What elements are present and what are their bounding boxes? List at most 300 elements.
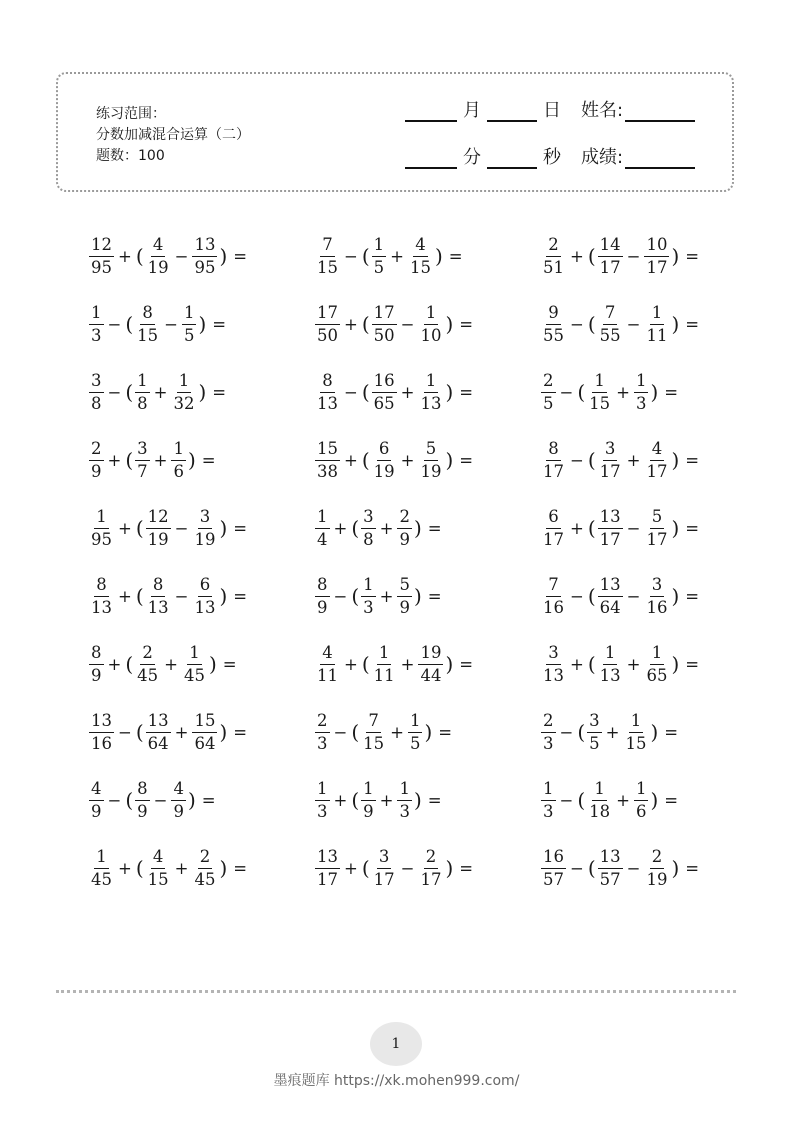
fraction <box>192 576 217 617</box>
numerator: 2 <box>315 712 330 733</box>
numerator: 1 <box>94 508 109 529</box>
right-paren: ) <box>650 788 659 812</box>
equals-sign: = <box>459 858 474 878</box>
numerator: 4 <box>413 236 428 257</box>
left-paren: ( <box>135 856 144 880</box>
equals-sign: = <box>664 722 679 742</box>
numerator: 1 <box>182 304 197 325</box>
operator: − <box>626 314 641 334</box>
right-paren: ) <box>650 720 659 744</box>
denominator: 9 <box>363 801 374 821</box>
operator: + <box>174 858 189 878</box>
denominator: 65 <box>373 393 395 413</box>
operator: + <box>344 858 358 878</box>
numerator: 4 <box>171 780 186 801</box>
numerator: 1 <box>372 236 387 257</box>
denominator: 64 <box>194 733 216 753</box>
numerator: 1 <box>634 780 649 801</box>
right-paren: ) <box>187 448 196 472</box>
fraction <box>89 644 104 685</box>
numerator: 1 <box>377 644 392 665</box>
fraction <box>598 440 623 481</box>
operator: − <box>559 722 574 742</box>
numerator: 9 <box>546 304 561 325</box>
numerator: 17 <box>315 304 340 325</box>
equals-sign: = <box>459 382 474 402</box>
name-blank[interactable] <box>625 100 695 122</box>
fraction <box>541 372 556 413</box>
math-problem <box>540 630 699 698</box>
denominator: 16 <box>91 733 112 753</box>
numerator: 2 <box>650 848 665 869</box>
math-problem <box>314 562 442 630</box>
denominator: 17 <box>646 257 668 277</box>
numerator: 13 <box>315 848 340 869</box>
denominator: 45 <box>91 869 112 889</box>
left-paren: ( <box>351 516 360 540</box>
equals-sign: = <box>201 790 216 810</box>
fraction <box>182 644 207 685</box>
denominator: 9 <box>137 801 148 821</box>
right-paren: ) <box>424 720 433 744</box>
right-paren: ) <box>671 244 680 268</box>
left-paren: ( <box>587 516 596 540</box>
operator: + <box>379 790 394 810</box>
fraction <box>361 780 376 821</box>
fraction <box>587 372 612 413</box>
denominator: 57 <box>543 869 564 889</box>
numerator: 2 <box>541 712 556 733</box>
numerator: 2 <box>140 644 155 665</box>
fraction <box>587 780 612 821</box>
right-paren: ) <box>671 448 680 472</box>
right-paren: ) <box>445 652 454 676</box>
operator: − <box>570 586 584 606</box>
fraction <box>397 508 412 549</box>
denominator: 38 <box>317 461 338 481</box>
numerator: 8 <box>320 372 335 393</box>
denominator: 13 <box>194 597 216 617</box>
denominator: 3 <box>543 733 554 753</box>
operator: + <box>344 654 358 674</box>
fraction <box>315 372 340 413</box>
fraction <box>135 644 160 685</box>
fraction <box>644 644 669 685</box>
fraction <box>315 440 340 481</box>
numerator: 4 <box>650 440 665 461</box>
numerator: 8 <box>135 780 150 801</box>
denominator: 13 <box>420 393 442 413</box>
fraction <box>315 712 330 753</box>
numerator: 13 <box>598 848 623 869</box>
left-paren: ( <box>351 584 360 608</box>
numerator: 4 <box>151 236 166 257</box>
fraction <box>541 508 566 549</box>
left-paren: ( <box>587 652 596 676</box>
right-paren: ) <box>219 720 228 744</box>
numerator: 1 <box>629 712 644 733</box>
math-problem <box>88 834 247 902</box>
right-paren: ) <box>445 312 454 336</box>
equals-sign: = <box>685 246 700 266</box>
operator: + <box>153 382 168 402</box>
score-blank[interactable] <box>625 147 695 169</box>
math-problem <box>314 766 442 834</box>
denominator: 16 <box>543 597 564 617</box>
operator: + <box>153 450 168 470</box>
right-paren: ) <box>187 788 196 812</box>
denominator: 3 <box>91 325 102 345</box>
minute-label: 分 <box>463 147 481 168</box>
equals-sign: = <box>201 450 216 470</box>
operator: + <box>616 382 630 402</box>
numerator: 13 <box>598 508 623 529</box>
math-problem <box>540 426 699 494</box>
denominator: 15 <box>363 733 385 753</box>
equals-sign: = <box>459 654 474 674</box>
numerator: 1 <box>408 712 423 733</box>
operator: + <box>379 586 394 606</box>
denominator: 95 <box>194 257 216 277</box>
denominator: 65 <box>646 665 668 685</box>
numerator: 7 <box>320 236 335 257</box>
fraction <box>171 440 186 481</box>
denominator: 9 <box>317 597 328 617</box>
numerator: 4 <box>151 848 166 869</box>
numerator: 16 <box>541 848 566 869</box>
left-paren: ( <box>125 448 134 472</box>
count-label: 题数：100 <box>96 148 165 164</box>
denominator: 5 <box>589 733 600 753</box>
numerator: 1 <box>634 372 649 393</box>
denominator: 19 <box>194 529 216 549</box>
fraction <box>644 848 669 889</box>
numerator: 10 <box>644 236 669 257</box>
denominator: 6 <box>635 801 647 821</box>
fraction <box>315 644 340 685</box>
denominator: 45 <box>137 665 159 685</box>
date-name-row <box>405 100 695 122</box>
numerator: 3 <box>650 576 665 597</box>
equals-sign: = <box>233 586 248 606</box>
fraction <box>372 644 397 685</box>
numerator: 16 <box>372 372 397 393</box>
second-blank[interactable] <box>487 147 537 169</box>
equals-sign: = <box>212 314 227 334</box>
denominator: 17 <box>646 529 668 549</box>
math-problem <box>88 222 247 290</box>
operator: − <box>570 314 584 334</box>
fraction <box>541 644 566 685</box>
denominator: 17 <box>373 869 395 889</box>
fraction <box>171 780 186 821</box>
denominator: 19 <box>646 869 668 889</box>
fraction <box>418 372 443 413</box>
denominator: 17 <box>599 257 621 277</box>
fraction <box>146 236 171 277</box>
denominator: 55 <box>599 325 621 345</box>
equals-sign: = <box>233 858 248 878</box>
operator: + <box>107 450 122 470</box>
denominator: 13 <box>147 597 169 617</box>
denominator: 9 <box>399 597 410 617</box>
denominator: 55 <box>543 325 564 345</box>
operator: + <box>107 654 122 674</box>
denominator: 15 <box>589 393 611 413</box>
operator: + <box>400 450 415 470</box>
numerator: 1 <box>135 372 150 393</box>
operator: − <box>559 382 574 402</box>
math-problem <box>88 698 247 766</box>
operator: + <box>400 382 415 402</box>
fraction <box>89 372 104 413</box>
denominator: 5 <box>183 325 195 345</box>
numerator: 2 <box>89 440 104 461</box>
numerator: 8 <box>151 576 166 597</box>
numerator: 3 <box>135 440 150 461</box>
math-problem <box>88 562 247 630</box>
denominator: 50 <box>317 325 338 345</box>
left-paren: ( <box>135 584 144 608</box>
denominator: 17 <box>317 869 338 889</box>
fraction <box>541 712 556 753</box>
denominator: 13 <box>543 665 564 685</box>
denominator: 15 <box>137 325 159 345</box>
numerator: 15 <box>315 440 340 461</box>
fraction <box>135 304 160 345</box>
denominator: 19 <box>147 529 169 549</box>
denominator: 45 <box>183 665 205 685</box>
denominator: 17 <box>543 461 564 481</box>
operator: + <box>570 518 584 538</box>
right-paren: ) <box>219 244 228 268</box>
numerator: 8 <box>89 644 104 665</box>
operator: − <box>626 586 641 606</box>
math-problem <box>314 630 473 698</box>
numerator: 1 <box>171 440 186 461</box>
fraction <box>192 712 217 753</box>
fraction <box>315 780 330 821</box>
left-paren: ( <box>125 312 134 336</box>
denominator: 19 <box>147 257 169 277</box>
numerator: 12 <box>146 508 171 529</box>
numerator: 6 <box>546 508 561 529</box>
fraction <box>146 576 171 617</box>
numerator: 2 <box>397 508 412 529</box>
numerator: 13 <box>192 236 217 257</box>
operator: + <box>174 722 189 742</box>
fraction <box>89 508 114 549</box>
denominator: 5 <box>543 393 554 413</box>
math-problem <box>88 426 216 494</box>
fraction <box>135 780 150 821</box>
fraction <box>135 372 150 413</box>
operator: − <box>174 518 189 538</box>
numerator: 6 <box>198 576 213 597</box>
operator: + <box>118 858 132 878</box>
numerator: 3 <box>546 644 561 665</box>
left-paren: ( <box>577 720 586 744</box>
denominator: 7 <box>137 461 148 481</box>
operator: + <box>118 246 132 266</box>
denominator: 11 <box>646 325 668 345</box>
denominator: 3 <box>635 393 647 413</box>
fraction <box>541 780 556 821</box>
right-paren: ) <box>208 652 217 676</box>
fraction <box>182 304 197 345</box>
denominator: 9 <box>91 665 102 685</box>
math-problem <box>314 358 473 426</box>
numerator: 4 <box>320 644 335 665</box>
range-label: 练习范围： <box>96 106 166 122</box>
numerator: 5 <box>397 576 412 597</box>
fraction <box>634 372 649 413</box>
numerator: 3 <box>89 372 104 393</box>
fraction <box>623 712 648 753</box>
month-blank[interactable] <box>405 100 457 122</box>
numerator: 3 <box>603 440 618 461</box>
fraction <box>408 236 433 277</box>
right-paren: ) <box>198 380 207 404</box>
operator: + <box>570 654 584 674</box>
numerator: 1 <box>187 644 202 665</box>
math-problem <box>540 358 678 426</box>
numerator: 14 <box>598 236 623 257</box>
page-number: 1 <box>391 1036 401 1052</box>
operator: + <box>344 450 358 470</box>
numerator: 1 <box>361 780 376 801</box>
equals-sign: = <box>427 518 442 538</box>
numerator: 5 <box>424 440 439 461</box>
fraction <box>541 304 566 345</box>
operator: − <box>174 586 189 606</box>
denominator: 16 <box>646 597 668 617</box>
operator: − <box>107 790 122 810</box>
fraction <box>541 440 566 481</box>
operator: + <box>616 790 630 810</box>
fraction <box>598 508 623 549</box>
month-label: 月 <box>463 100 481 121</box>
numerator: 13 <box>89 712 114 733</box>
denominator: 11 <box>317 665 338 685</box>
left-paren: ( <box>361 380 370 404</box>
fraction <box>89 712 114 753</box>
right-paren: ) <box>219 584 228 608</box>
denominator: 19 <box>420 461 442 481</box>
operator: − <box>626 858 641 878</box>
numerator: 8 <box>94 576 109 597</box>
math-problem <box>88 290 226 358</box>
left-paren: ( <box>361 312 370 336</box>
math-problem <box>314 494 442 562</box>
numerator: 1 <box>94 848 109 869</box>
numerator: 2 <box>424 848 439 869</box>
denominator: 15 <box>625 733 647 753</box>
page-number-badge <box>370 1022 422 1066</box>
minute-blank[interactable] <box>405 147 457 169</box>
fraction <box>418 644 443 685</box>
right-paren: ) <box>413 516 422 540</box>
math-problem <box>540 290 699 358</box>
fraction <box>315 576 330 617</box>
equals-sign: = <box>438 722 453 742</box>
fraction <box>418 848 443 889</box>
equals-sign: = <box>664 382 679 402</box>
left-paren: ( <box>351 788 360 812</box>
denominator: 3 <box>317 801 328 821</box>
numerator: 3 <box>361 508 376 529</box>
operator: − <box>559 790 574 810</box>
fraction <box>634 780 649 821</box>
math-problem <box>540 494 699 562</box>
equals-sign: = <box>459 314 474 334</box>
denominator: 9 <box>399 529 410 549</box>
left-paren: ( <box>351 720 360 744</box>
equals-sign: = <box>212 382 227 402</box>
operator: − <box>400 314 415 334</box>
numerator: 7 <box>546 576 561 597</box>
denominator: 15 <box>147 869 169 889</box>
fraction <box>418 304 443 345</box>
operator: − <box>174 246 189 266</box>
equals-sign: = <box>685 450 700 470</box>
equals-sign: = <box>685 654 700 674</box>
fraction <box>372 848 397 889</box>
fraction <box>598 644 623 685</box>
math-problem <box>88 766 216 834</box>
right-paren: ) <box>219 856 228 880</box>
denominator: 64 <box>599 597 621 617</box>
day-blank[interactable] <box>487 100 537 122</box>
equals-sign: = <box>459 450 474 470</box>
operator: + <box>400 654 415 674</box>
right-paren: ) <box>198 312 207 336</box>
operator: + <box>118 586 132 606</box>
numerator: 6 <box>377 440 392 461</box>
denominator: 44 <box>420 665 442 685</box>
right-paren: ) <box>671 856 680 880</box>
denominator: 3 <box>543 801 554 821</box>
fraction <box>361 712 386 753</box>
operator: + <box>333 518 348 538</box>
left-paren: ( <box>587 312 596 336</box>
fraction <box>644 508 669 549</box>
denominator: 8 <box>91 393 102 413</box>
numerator: 1 <box>397 780 412 801</box>
numerator: 7 <box>366 712 381 733</box>
operator: + <box>164 654 178 674</box>
right-paren: ) <box>219 516 228 540</box>
fraction <box>89 304 104 345</box>
fraction <box>372 236 387 277</box>
operator: + <box>626 654 641 674</box>
operator: + <box>626 450 641 470</box>
operator: + <box>390 246 404 266</box>
left-paren: ( <box>587 856 596 880</box>
denominator: 19 <box>373 461 395 481</box>
fraction <box>192 848 217 889</box>
time-score-row <box>405 147 695 169</box>
right-paren: ) <box>445 448 454 472</box>
operator: − <box>400 858 415 878</box>
denominator: 17 <box>599 529 621 549</box>
numerator: 4 <box>89 780 104 801</box>
fraction <box>644 236 669 277</box>
math-problem <box>88 494 247 562</box>
fraction <box>408 712 423 753</box>
fraction <box>146 712 171 753</box>
day-label: 日 <box>543 100 561 121</box>
